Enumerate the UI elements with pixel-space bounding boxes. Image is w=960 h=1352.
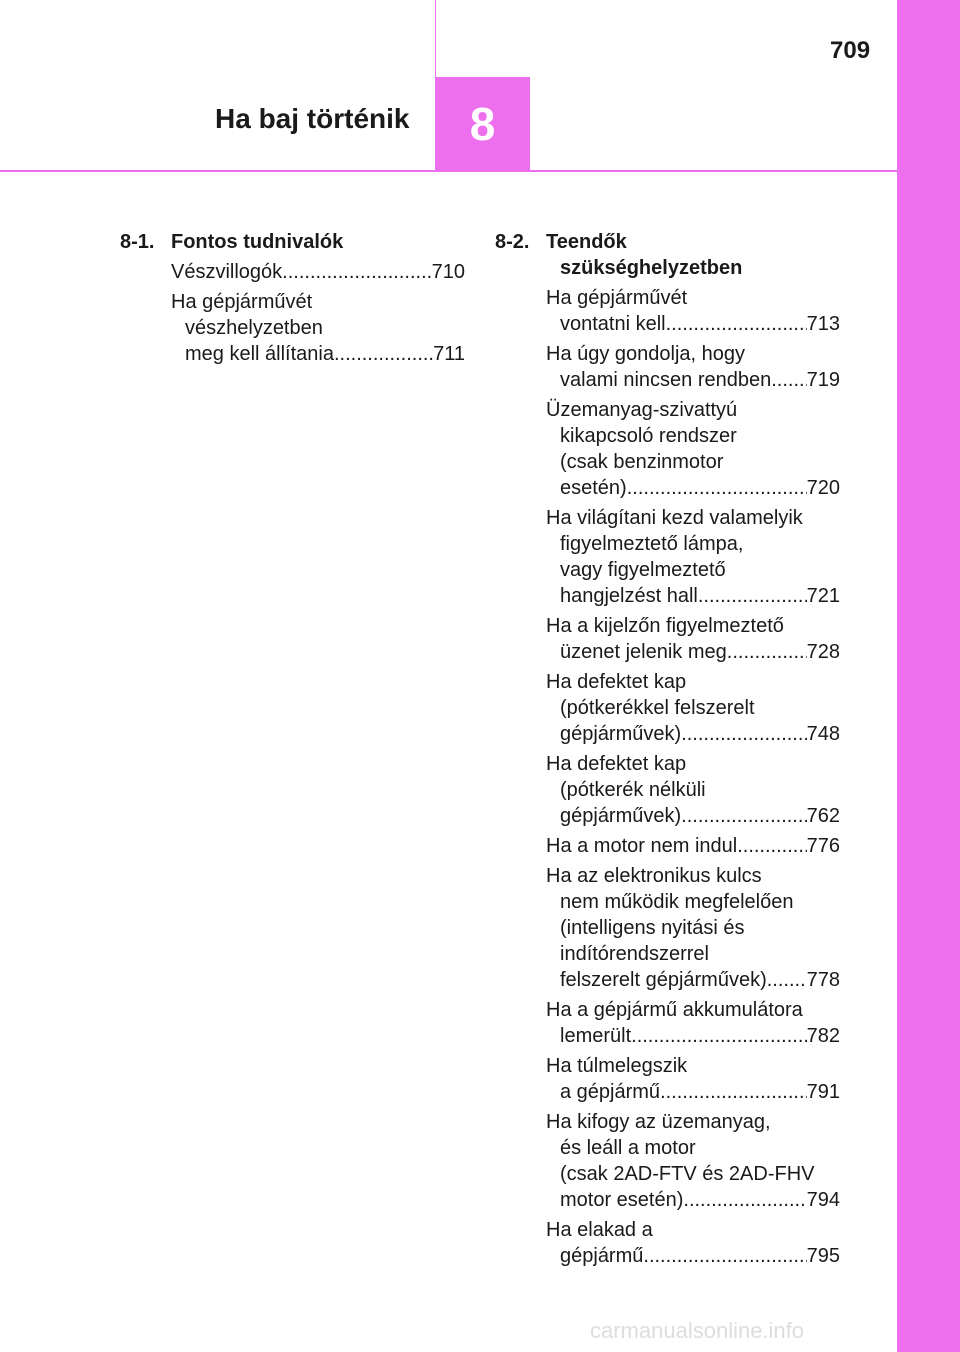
toc-page-number: 721	[806, 585, 840, 607]
toc-entry-text: kikapcsoló rendszer	[560, 425, 737, 447]
dot-leader	[737, 833, 806, 859]
toc-entry-text: (intelligens nyitási és	[560, 917, 745, 939]
toc-entry-text: meg kell állítania	[185, 343, 334, 365]
toc-entry-line	[546, 475, 840, 501]
toc-entry-line	[546, 721, 840, 747]
dot-leader	[698, 583, 807, 609]
toc-page-number: 795	[806, 1245, 840, 1267]
toc-entry-line	[546, 423, 840, 449]
toc-entry-line	[546, 967, 840, 993]
toc-entry-text: Ha túlmelegszik	[546, 1055, 688, 1077]
toc-entry-line	[546, 583, 840, 609]
chapter-side-tab	[897, 0, 960, 1352]
page-number: 709	[830, 37, 871, 64]
toc-entry-line	[546, 1135, 840, 1161]
toc-page-number: 720	[806, 477, 840, 499]
toc-entry-text: üzenet jelenik meg	[560, 641, 727, 663]
toc-entry-line	[546, 1217, 840, 1243]
toc-entry-text: motor esetén)	[560, 1189, 684, 1211]
toc-entry[interactable]	[495, 997, 840, 1049]
toc-entry-line	[546, 997, 840, 1023]
toc-entry-text: nem működik megfelelően	[560, 891, 794, 913]
toc-entry-line	[546, 1079, 840, 1105]
section-title-line: Fontos tudnivalók	[171, 231, 344, 253]
dot-leader	[334, 341, 433, 367]
toc-entry-text: hangjelzést hall	[560, 585, 698, 607]
dot-leader	[681, 803, 806, 829]
toc-entry-line	[546, 1243, 840, 1269]
toc-entry-line	[546, 505, 840, 531]
section-title-line: szükséghelyzetben	[560, 257, 743, 279]
watermark: carmanualsonline.info	[590, 1318, 805, 1343]
toc-entry-text: Vészvillogók	[171, 261, 283, 283]
toc-entry[interactable]	[495, 1053, 840, 1105]
section-title	[171, 229, 465, 255]
toc-entry-text: Ha az elektronikus kulcs	[546, 865, 762, 887]
toc-entry-line	[546, 311, 840, 337]
toc-page-number: 748	[806, 723, 840, 745]
toc-page-number: 776	[806, 835, 840, 857]
toc-entry-text: (csak benzinmotor	[560, 451, 724, 473]
dot-leader	[771, 367, 806, 393]
toc-entry-line	[546, 863, 840, 889]
toc-entry[interactable]	[495, 341, 840, 393]
toc-section-8-1	[120, 229, 465, 371]
toc-entry-line	[546, 1187, 840, 1213]
section-heading	[120, 229, 465, 255]
toc-entry-text: Üzemanyag-szivattyú	[546, 399, 738, 421]
toc-entry-text: vontatni kell	[560, 313, 666, 335]
toc-entry-line	[546, 1109, 840, 1135]
toc-entry[interactable]	[495, 397, 840, 501]
toc-entry[interactable]	[120, 259, 465, 285]
section-heading	[495, 229, 840, 281]
chapter-number: 8	[469, 97, 496, 150]
toc-page-number: 778	[806, 969, 840, 991]
section-number: 8-2.	[495, 231, 530, 253]
toc-page-number: 710	[431, 261, 465, 283]
dot-leader	[767, 967, 807, 993]
toc-entry-text: Ha a kijelzőn figyelmeztető	[546, 615, 784, 637]
toc-entry-text: gépjárművek)	[560, 723, 682, 745]
toc-entry[interactable]	[495, 669, 840, 747]
toc-entry-text: Ha a gépjármű akkumulátora	[546, 999, 803, 1021]
toc-entry-line	[546, 557, 840, 583]
toc-entry-line	[546, 803, 840, 829]
toc-entry-line	[171, 289, 465, 315]
toc-entry-line	[171, 315, 465, 341]
toc-entry-line	[546, 613, 840, 639]
toc-entry-text: indítórendszerrel	[560, 943, 709, 965]
toc-entry[interactable]	[495, 613, 840, 665]
dot-leader	[727, 639, 807, 665]
toc-entry-line	[546, 941, 840, 967]
section-title-line: Teendők	[546, 231, 627, 253]
toc-entry-line	[546, 915, 840, 941]
dot-leader	[681, 721, 806, 747]
toc-entry-line	[546, 449, 840, 475]
toc-entry-text: (csak 2AD-FTV és 2AD-FHV	[560, 1163, 815, 1185]
toc-entry[interactable]	[495, 1217, 840, 1269]
toc-entry-line	[546, 397, 840, 423]
toc-entry-text: Ha defektet kap	[546, 671, 687, 693]
toc-entry-text: Ha elakad a	[546, 1219, 653, 1241]
toc-entry-line	[546, 1053, 840, 1079]
toc-entry-line	[546, 341, 840, 367]
toc-entry-text: gépjármű	[560, 1245, 644, 1267]
toc-entry-line	[546, 1161, 840, 1187]
toc-page-number: 762	[806, 805, 840, 827]
toc-entry[interactable]	[495, 863, 840, 993]
toc-page-number: 719	[806, 369, 840, 391]
toc-entry-line	[546, 669, 840, 695]
toc-entry[interactable]	[495, 505, 840, 609]
dot-leader	[631, 1023, 806, 1049]
toc-entry-text: Ha a motor nem indul	[546, 835, 738, 857]
toc-entry[interactable]	[495, 1109, 840, 1213]
toc-entry-line	[546, 285, 840, 311]
toc-entry-line	[546, 531, 840, 557]
dot-leader	[660, 1079, 807, 1105]
toc-entry-line	[546, 889, 840, 915]
dot-leader	[643, 1243, 806, 1269]
toc-section-8-2	[495, 229, 840, 1273]
toc-entry-line	[171, 259, 465, 285]
toc-entry-text: Ha gépjárművét	[546, 287, 688, 309]
toc-entry-text: Ha úgy gondolja, hogy	[546, 343, 746, 365]
toc-entry-text: felszerelt gépjárművek)	[560, 969, 767, 991]
toc-entry-line	[171, 341, 465, 367]
toc-entry-line	[546, 751, 840, 777]
toc-entry-line	[546, 777, 840, 803]
toc-entry-text: Ha kifogy az üzemanyag,	[546, 1111, 771, 1133]
toc-entry[interactable]	[495, 285, 840, 337]
toc-entry-text: Ha gépjárművét	[171, 291, 313, 313]
toc-page-number: 782	[806, 1025, 840, 1047]
dot-leader	[666, 311, 807, 337]
toc-entry-text: (pótkerékkel felszerelt	[560, 697, 755, 719]
toc-page-number: 713	[806, 313, 840, 335]
toc-entry-line	[546, 1023, 840, 1049]
section-title	[546, 229, 840, 281]
section-number: 8-1.	[120, 231, 155, 253]
toc-entry-text: vagy figyelmeztető	[560, 559, 726, 581]
toc-entry-text: Ha világítani kezd valamelyik	[546, 507, 803, 529]
toc-entry-text: Ha defektet kap	[546, 753, 687, 775]
chapter-number-box	[435, 77, 530, 170]
toc-page-number: 711	[433, 343, 465, 365]
toc-entry[interactable]	[495, 833, 840, 859]
toc-page-number: 791	[806, 1081, 840, 1103]
dot-leader	[282, 259, 431, 285]
toc-entry-text: a gépjármű	[560, 1081, 661, 1103]
header-divider-vertical	[435, 0, 436, 77]
toc-entry[interactable]	[120, 289, 465, 367]
toc-entry-text: lemerült	[560, 1025, 632, 1047]
toc-entry-text: (pótkerék nélküli	[560, 779, 706, 801]
toc-entry-line	[546, 367, 840, 393]
toc-entry-text: vészhelyzetben	[185, 317, 323, 339]
toc-entry-text: valami nincsen rendben	[560, 369, 772, 391]
toc-page-number: 794	[806, 1189, 840, 1211]
toc-entry[interactable]	[495, 751, 840, 829]
toc-entry-text: gépjárművek)	[560, 805, 682, 827]
dot-leader	[683, 1187, 806, 1213]
toc-entry-text: figyelmeztető lámpa,	[560, 533, 744, 555]
toc-page-number: 728	[806, 641, 840, 663]
header-divider-horizontal	[0, 170, 897, 172]
toc-entry-text: és leáll a motor	[560, 1137, 696, 1159]
dot-leader	[627, 475, 807, 501]
toc-entry-text: esetén)	[560, 477, 627, 499]
chapter-title: Ha baj történik	[215, 103, 410, 134]
toc-entry-line	[546, 639, 840, 665]
toc-entry-line	[546, 833, 840, 859]
toc-entry-line	[546, 695, 840, 721]
